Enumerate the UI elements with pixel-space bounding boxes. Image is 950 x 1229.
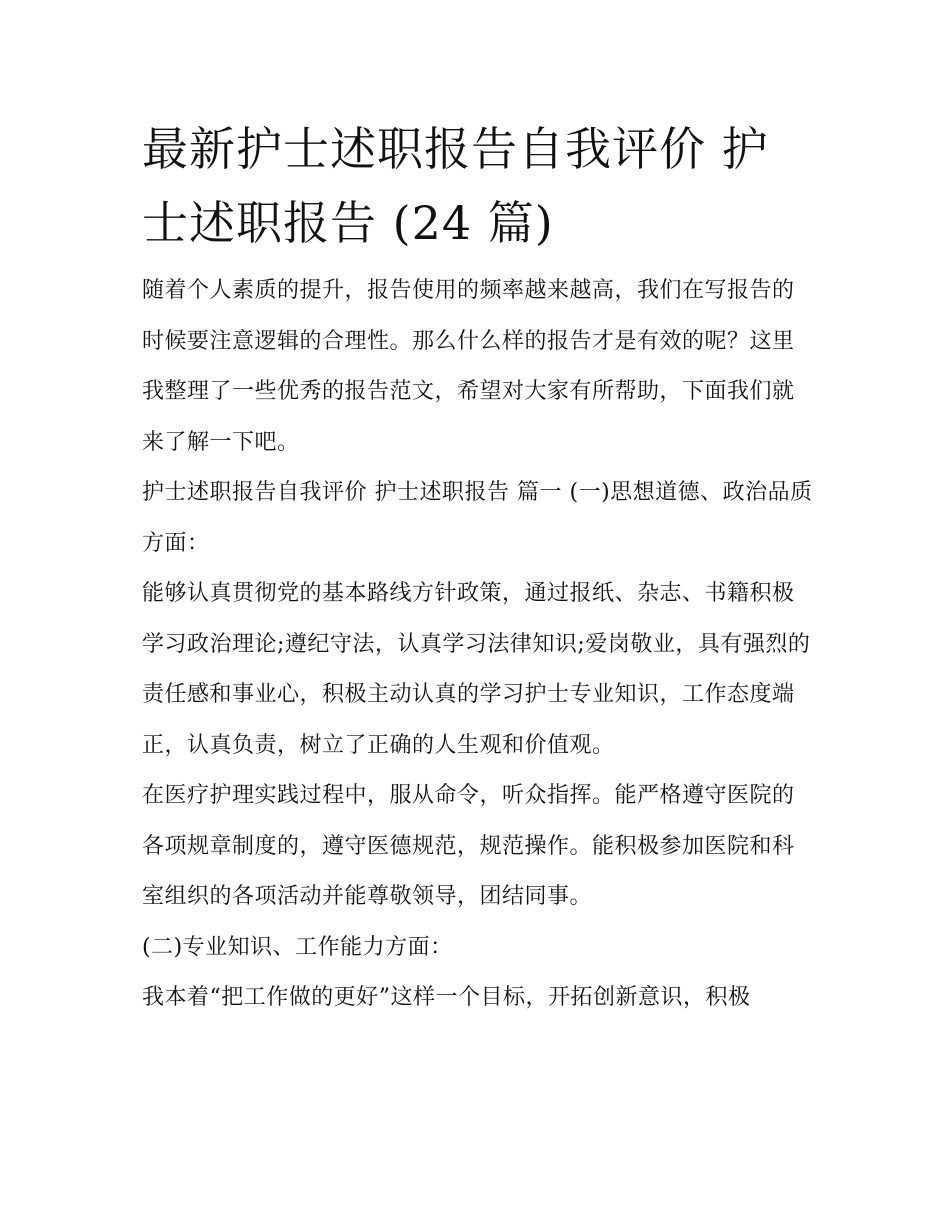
body-paragraph: 在医疗护理实践过程中，服从命令，听众指挥。能严格遵守医院的各项规章制度的，遵守医德规范，规范操作。能积极参加医院和科室组织的各项活动并能尊敬领导，团结同事。 (142, 783, 795, 909)
body-paragraph: 能够认真贯彻党的基本路线方针政策，通过报纸、杂志、书籍积极学习政治理论;遵纪守法，认真学习法律知识;爱岗敬业，具有强烈的责任感和事业心，积极主动认真的学习护士专业知识，工作态度端正，认真负责，树立了正确的人生观和价值观。 (142, 581, 811, 758)
section-heading-1: 护士述职报告自我评价 护士述职报告 篇一 (一)思想道德、政治品质方面： (142, 480, 813, 556)
document-page (142, 112, 814, 1024)
section-heading-2: (二)专业知识、工作能力方面： (142, 934, 453, 960)
document-title: 最新护士述职报告自我评价 护士述职报告 (24 篇) (142, 122, 769, 250)
intro-paragraph: 随着个人素质的提升，报告使用的频率越来越高，我们在写报告的时候要注意逻辑的合理性。那么什么样的报告才是有效的呢？这里我整理了一些优秀的报告范文，希望对大家有所帮助，下面我们就来了解一下吧。 (142, 278, 795, 455)
body-paragraph: 我本着“把工作做的更好”这样一个目标，开拓创新意识，积极 (142, 985, 751, 1010)
